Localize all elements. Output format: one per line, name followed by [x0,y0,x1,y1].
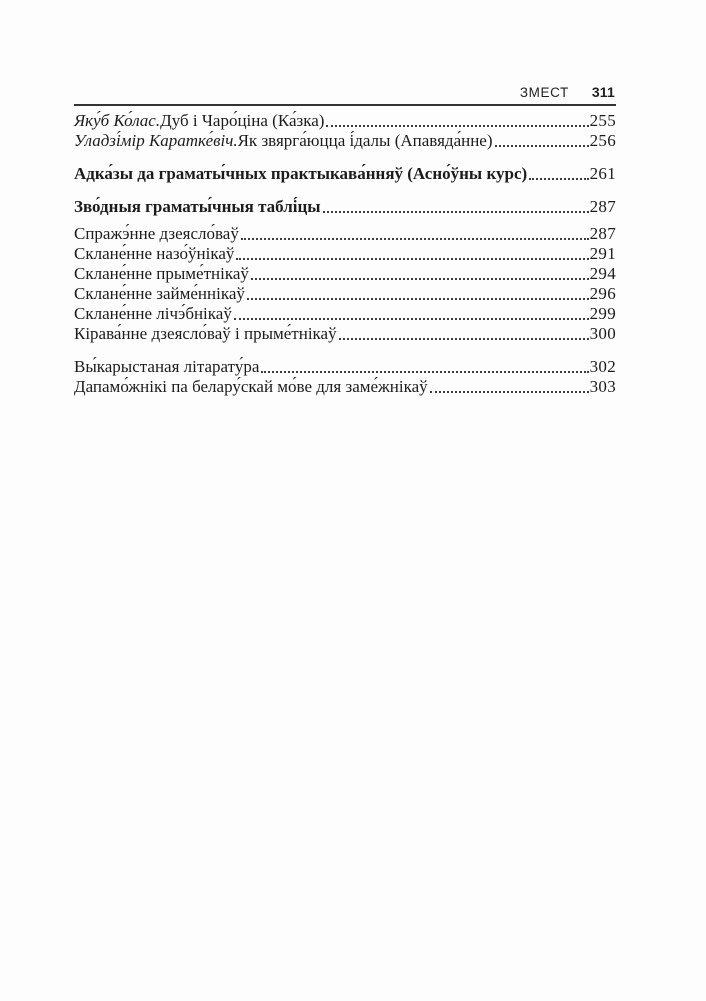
toc-entry-title: Адка́зы да граматы́чных практыкава́нняў (Асно́ўны курс) [74,164,528,183]
toc-entry-title: Зво́дныя граматы́чныя таблі́цы [74,197,321,216]
toc-entry-title: Склане́нне назо́ўнікаў [74,244,235,263]
toc-entry-author: Яку́б Ко́лас. [74,111,161,130]
toc-entry-title: Дуб і Чаро́ціна (Ка́зка) [160,111,325,130]
toc-entry-page: 303 [589,377,616,396]
toc-entry-title: Спражэ́нне дзеясло́ваў [74,224,239,243]
toc-entry [74,244,616,264]
toc-entry-title: Як звярга́юцца і́далы (Апавяда́нне) [237,131,493,150]
toc-entry-page: 291 [589,244,616,263]
toc-entry [74,111,616,131]
toc-entry-title: Кірава́нне дзеясло́ваў і прыме́тнікаў [74,324,337,343]
toc-entry-page: 302 [589,357,616,376]
toc-entry [74,377,616,397]
toc-entry-page: 300 [589,324,616,343]
toc-entry-title: Дапамо́жнікі па белару́скай мо́ве для заме́жнікаў [74,377,428,396]
toc-list [74,111,616,397]
book-page [74,84,616,397]
page-header [74,84,616,100]
header-page-number: 311 [591,84,615,100]
toc-entry [74,164,616,184]
toc-leader-dots [236,258,588,260]
toc-entry [74,357,616,377]
toc-entry-page: 261 [589,164,616,183]
toc-leader-dots [323,211,589,213]
toc-entry-author: Уладзі́мір Каратке́віч. [74,131,238,150]
header-rule [74,104,616,106]
running-title: ЗМЕСТ [519,85,569,100]
toc-entry-title: Склане́нне лічэ́бнікаў [74,304,232,323]
toc-entry-page: 255 [589,111,616,130]
toc-entry-page: 287 [589,224,616,243]
toc-leader-dots [529,178,588,180]
toc-entry-title: Склане́нне прыме́тнікаў [74,264,249,283]
toc-entry-page: 299 [589,304,616,323]
toc-leader-dots [234,318,589,320]
toc-entry-page: 287 [589,197,616,216]
toc-entry-title: Вы́карыстаная літарату́ра [74,357,260,376]
toc-entry [74,304,616,324]
toc-entry [74,324,616,344]
toc-leader-dots [251,278,589,280]
toc-leader-dots [339,338,589,340]
toc-entry [74,131,616,151]
toc-entry [74,197,616,217]
toc-leader-dots [495,145,589,147]
toc-leader-dots [241,238,589,240]
toc-entry-page: 296 [589,284,616,303]
toc-entry-page: 294 [589,264,616,283]
toc-entry-title: Склане́нне займе́ннікаў [74,284,245,303]
toc-entry [74,264,616,284]
toc-entry [74,224,616,244]
toc-entry-page: 256 [589,131,616,150]
toc-leader-dots [247,298,589,300]
toc-leader-dots [261,371,588,373]
toc-entry [74,284,616,304]
toc-leader-dots [326,125,588,127]
toc-leader-dots [430,391,589,393]
